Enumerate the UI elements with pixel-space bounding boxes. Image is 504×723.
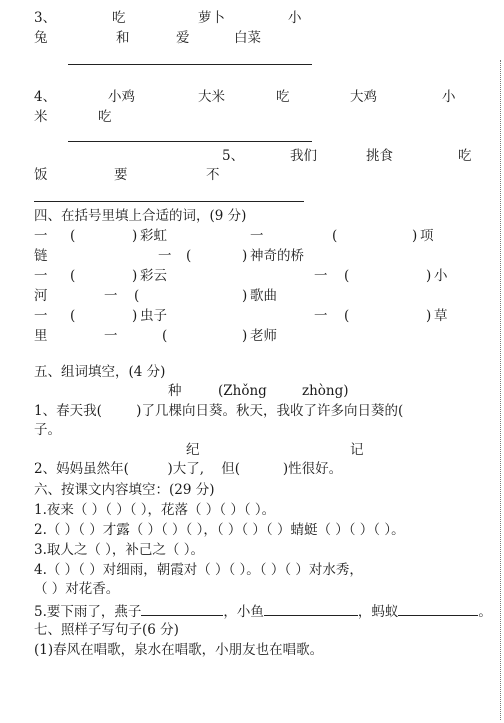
phrase-word: 老师 xyxy=(250,328,277,344)
left-paren: ( xyxy=(70,308,76,324)
q3-word: 兔 xyxy=(34,30,48,46)
right-paren: ) xyxy=(242,248,248,264)
recite-line: 1.夜来（ ）（ ）（ ），花落（ ）（ ）（ ）。 xyxy=(34,502,276,518)
left-paren: ( xyxy=(332,228,338,244)
one-label: 一 xyxy=(314,268,328,284)
phrase-word: 虫子 xyxy=(140,308,167,324)
target-char: 记 xyxy=(350,442,364,458)
section7-title: 七、照样子写句子(6 分) xyxy=(34,622,179,638)
phrase-word: 歌曲 xyxy=(250,288,277,304)
q5-number: 5、 xyxy=(222,148,245,164)
right-paren: ) xyxy=(132,308,138,324)
right-paren: ) xyxy=(132,228,138,244)
left-paren: ( xyxy=(162,328,168,344)
one-label: 一 xyxy=(158,248,172,264)
recite-line: （ ）对花香。 xyxy=(34,581,120,597)
q5-word: 不 xyxy=(206,167,220,183)
q5-word: 饭 xyxy=(34,167,48,183)
line5-text: 5.要下雨了，燕子 xyxy=(34,604,142,620)
q3-number: 3、 xyxy=(34,10,57,26)
q5-word: 要 xyxy=(114,167,128,183)
right-paren: ) xyxy=(242,288,248,304)
q4-word: 大米 xyxy=(198,89,225,105)
line5-text: ，蚂蚁 xyxy=(357,604,399,620)
q3-word: 爱 xyxy=(176,30,190,46)
one-label: 一 xyxy=(104,288,118,304)
q4-word: 吃 xyxy=(276,89,290,105)
q4-word: 小 xyxy=(442,89,456,105)
left-paren: ( xyxy=(134,288,140,304)
phrase-word: 彩云 xyxy=(140,268,167,284)
phrase-word: 彩虹 xyxy=(140,228,167,244)
q3-word: 萝卜 xyxy=(198,10,225,26)
one-label: 一 xyxy=(34,268,48,284)
phrase-word: 草 xyxy=(434,308,448,324)
phrase-word: 链 xyxy=(34,248,48,264)
right-paren: ) xyxy=(242,328,248,344)
recite-line: 3.取人之（ ），补己之（ ）。 xyxy=(34,542,204,558)
recite-line: 2.（ ）（ ）才露（ ）（ ）（ ），（ ）（ ）（ ）蜻蜓（ ）（ ）（ ）。 xyxy=(34,522,405,538)
q3-answer-line[interactable] xyxy=(68,64,312,65)
q4-word: 吃 xyxy=(98,109,112,125)
q3-word: 白菜 xyxy=(234,30,261,46)
q4-word: 大鸡 xyxy=(350,89,377,105)
fill-sentence: 1、春天我( )了几棵向日葵。秋天，我收了许多向日葵的( xyxy=(34,403,404,419)
blank-ant[interactable] xyxy=(398,603,478,616)
q5-word: 挑食 xyxy=(366,148,393,164)
line5-text: 。 xyxy=(478,604,492,620)
section6-title: 六、按课文内容填空：(29 分) xyxy=(34,482,215,498)
q5-answer-line[interactable] xyxy=(34,201,304,202)
section5-title: 五、组词填空，(4 分) xyxy=(34,364,166,380)
recite-line: 4.（ ）（ ）对细雨，朝霞对（ ）（ ）。（ ）（ ）对水秀， xyxy=(34,562,363,578)
recite-line-5 xyxy=(34,603,492,620)
left-paren: ( xyxy=(70,228,76,244)
pinyin: zhòng) xyxy=(302,383,349,399)
left-paren: ( xyxy=(70,268,76,284)
right-paren: ) xyxy=(132,268,138,284)
phrase-word: 神奇的桥 xyxy=(250,248,304,264)
fill-sentence: 2、妈妈虽然年( )大了, 但( )性很好。 xyxy=(34,461,343,477)
one-label: 一 xyxy=(34,228,48,244)
right-paren: ) xyxy=(426,268,432,284)
target-char: 种 xyxy=(168,383,182,399)
q4-word: 小鸡 xyxy=(108,89,135,105)
q4-answer-line[interactable] xyxy=(68,141,312,142)
left-paren: ( xyxy=(344,308,350,324)
left-paren: ( xyxy=(344,268,350,284)
right-paren: ) xyxy=(426,308,432,324)
one-label: 一 xyxy=(104,328,118,344)
left-paren: ( xyxy=(186,248,192,264)
phrase-word: 项 xyxy=(420,228,434,244)
q4-number: 4、 xyxy=(34,89,57,105)
q3-word: 吃 xyxy=(112,10,126,26)
q5-word: 我们 xyxy=(290,148,317,164)
line5-text: ，小鱼 xyxy=(223,604,264,620)
q3-word: 和 xyxy=(116,30,130,46)
phrase-word: 里 xyxy=(34,328,48,344)
q5-word: 吃 xyxy=(458,148,472,164)
blank-fish[interactable] xyxy=(264,603,358,616)
q3-word: 小 xyxy=(288,10,302,26)
q4-word: 米 xyxy=(34,109,48,125)
section4-title: 四、在括号里填上合适的词，(9 分) xyxy=(34,208,247,224)
blank-swallow[interactable] xyxy=(141,603,223,616)
example-sentence: (1)春风在唱歌，泉水在唱歌，小朋友也在唱歌。 xyxy=(34,642,324,658)
phrase-word: 小 xyxy=(434,268,448,284)
right-paren: ) xyxy=(412,228,418,244)
phrase-word: 河 xyxy=(34,288,48,304)
one-label: 一 xyxy=(34,308,48,324)
pinyin: (Zhǒng xyxy=(218,383,267,399)
fill-sentence: 子。 xyxy=(34,422,61,438)
target-char: 纪 xyxy=(186,442,200,458)
one-label: 一 xyxy=(314,308,328,324)
one-label: 一 xyxy=(250,228,264,244)
page-edge-divider xyxy=(500,60,501,720)
